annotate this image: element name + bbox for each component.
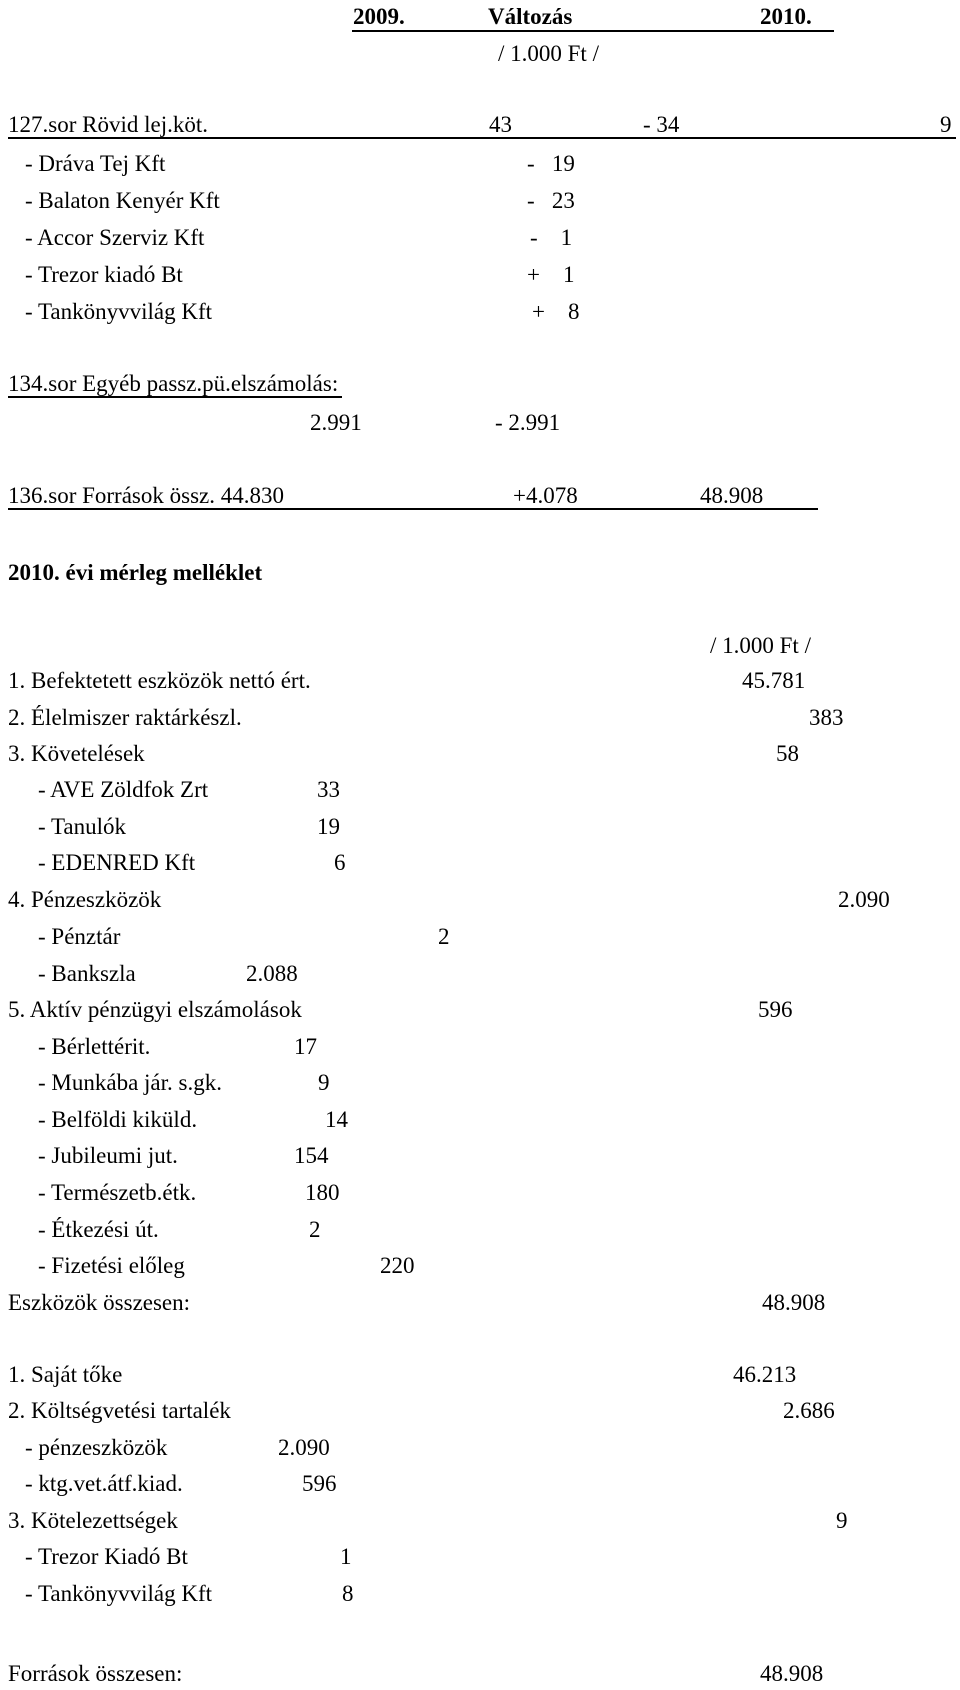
asset-sub-label: - EDENRED Kft <box>38 850 196 875</box>
asset-sub-value: 154 <box>294 1143 329 1168</box>
header-change: Változás <box>488 4 573 29</box>
row136-2010: 48.908 <box>700 483 764 508</box>
asset-value: 596 <box>758 997 793 1022</box>
liability-sub-value: 596 <box>302 1471 337 1496</box>
liability-sub-label: - ktg.vet.átf.kiad. <box>25 1471 183 1496</box>
row127-label: 127.sor Rövid lej.köt. <box>8 112 208 137</box>
liability-sub-value: 1 <box>340 1544 352 1569</box>
row134-label: 134.sor Egyéb passz.pü.elszámolás: <box>8 371 339 396</box>
asset-label: 5. Aktív pénzügyi elszámolások <box>8 997 302 1022</box>
asset-sub-label: - Belföldi kiküld. <box>38 1107 198 1132</box>
liability-sub-label: - Trezor Kiadó Bt <box>25 1544 188 1569</box>
balance-unit: / 1.000 Ft / <box>710 633 811 658</box>
liabilities-total-value: 48.908 <box>760 1661 824 1686</box>
liability-label: 2. Költségvetési tartalék <box>8 1398 231 1423</box>
liability-label: 3. Kötelezettségek <box>8 1508 178 1533</box>
liability-label: 1. Saját tőke <box>8 1362 123 1387</box>
row134-2009: 2.991 <box>310 410 362 435</box>
asset-sub-value: 2 <box>309 1217 321 1242</box>
asset-sub-value: 6 <box>334 850 346 875</box>
asset-sub-label: - Bérlettérit. <box>38 1034 151 1059</box>
asset-sub-value: 19 <box>317 814 340 839</box>
asset-sub-value: 2 <box>438 924 450 949</box>
row127-item-value: + 8 <box>532 299 580 324</box>
assets-total-value: 48.908 <box>762 1290 826 1315</box>
header-year-2009: 2009. <box>353 4 405 29</box>
liability-value: 9 <box>836 1508 848 1533</box>
row127-item-label: - Tankönyvvilág Kft <box>25 299 213 324</box>
row127-item-value: - 19 <box>527 151 575 176</box>
row127-item-value: - 1 <box>530 225 573 250</box>
header-unit: / 1.000 Ft / <box>498 41 599 66</box>
asset-sub-label: - Természetb.étk. <box>38 1180 197 1205</box>
asset-sub-value: 9 <box>318 1070 330 1095</box>
asset-label: 1. Befektetett eszközök nettó ért. <box>8 668 311 693</box>
row127-2009: 43 <box>489 112 512 137</box>
asset-sub-label: - Fizetési előleg <box>38 1253 185 1278</box>
asset-value: 2.090 <box>838 887 890 912</box>
asset-sub-value: 180 <box>305 1180 340 1205</box>
asset-sub-value: 220 <box>380 1253 415 1278</box>
asset-sub-value: 2.088 <box>246 961 298 986</box>
row127-item-label: - Accor Szerviz Kft <box>25 225 205 250</box>
row127-item-value: - 23 <box>527 188 575 213</box>
asset-sub-label: - Jubileumi jut. <box>38 1143 178 1168</box>
asset-sub-label: - Tanulók <box>38 814 127 839</box>
assets-total-label: Eszközök összesen: <box>8 1290 191 1315</box>
row127-item-label: - Trezor kiadó Bt <box>25 262 183 287</box>
liability-sub-label: - pénzeszközök <box>25 1435 168 1460</box>
asset-value: 45.781 <box>742 668 806 693</box>
row127-change: - 34 <box>643 112 680 137</box>
row127-2010: 9 <box>940 112 952 137</box>
header-underline <box>352 30 834 32</box>
liability-value: 46.213 <box>733 1362 797 1387</box>
row136-underline <box>8 508 818 510</box>
asset-label: 4. Pénzeszközök <box>8 887 162 912</box>
liability-value: 2.686 <box>783 1398 835 1423</box>
asset-sub-label: - Bankszla <box>38 961 136 986</box>
liability-sub-value: 2.090 <box>278 1435 330 1460</box>
row136-change: +4.078 <box>513 483 578 508</box>
asset-sub-value: 33 <box>317 777 340 802</box>
row136-label: 136.sor Források össz. 44.830 <box>8 483 284 508</box>
asset-label: 3. Követelések <box>8 741 145 766</box>
liability-sub-label: - Tankönyvvilág Kft <box>25 1581 213 1606</box>
asset-sub-label: - Munkába jár. s.gk. <box>38 1070 222 1095</box>
row134-change: - 2.991 <box>495 410 561 435</box>
balance-title: 2010. évi mérleg melléklet <box>8 560 263 585</box>
row127-underline <box>8 137 956 139</box>
liability-sub-value: 8 <box>342 1581 354 1606</box>
asset-label: 2. Élelmiszer raktárkészl. <box>8 705 242 730</box>
asset-sub-label: - Étkezési út. <box>38 1217 159 1242</box>
row127-item-label: - Balaton Kenyér Kft <box>25 188 220 213</box>
asset-sub-value: 17 <box>294 1034 317 1059</box>
row127-item-value: + 1 <box>527 262 575 287</box>
row127-item-label: - Dráva Tej Kft <box>25 151 166 176</box>
asset-sub-label: - AVE Zöldfok Zrt <box>38 777 209 802</box>
liabilities-total-label: Források összesen: <box>8 1661 183 1686</box>
row134-underline <box>8 396 342 398</box>
asset-sub-value: 14 <box>325 1107 348 1132</box>
asset-sub-label: - Pénztár <box>38 924 121 949</box>
asset-value: 58 <box>776 741 799 766</box>
asset-value: 383 <box>809 705 844 730</box>
header-year-2010: 2010. <box>760 4 812 29</box>
